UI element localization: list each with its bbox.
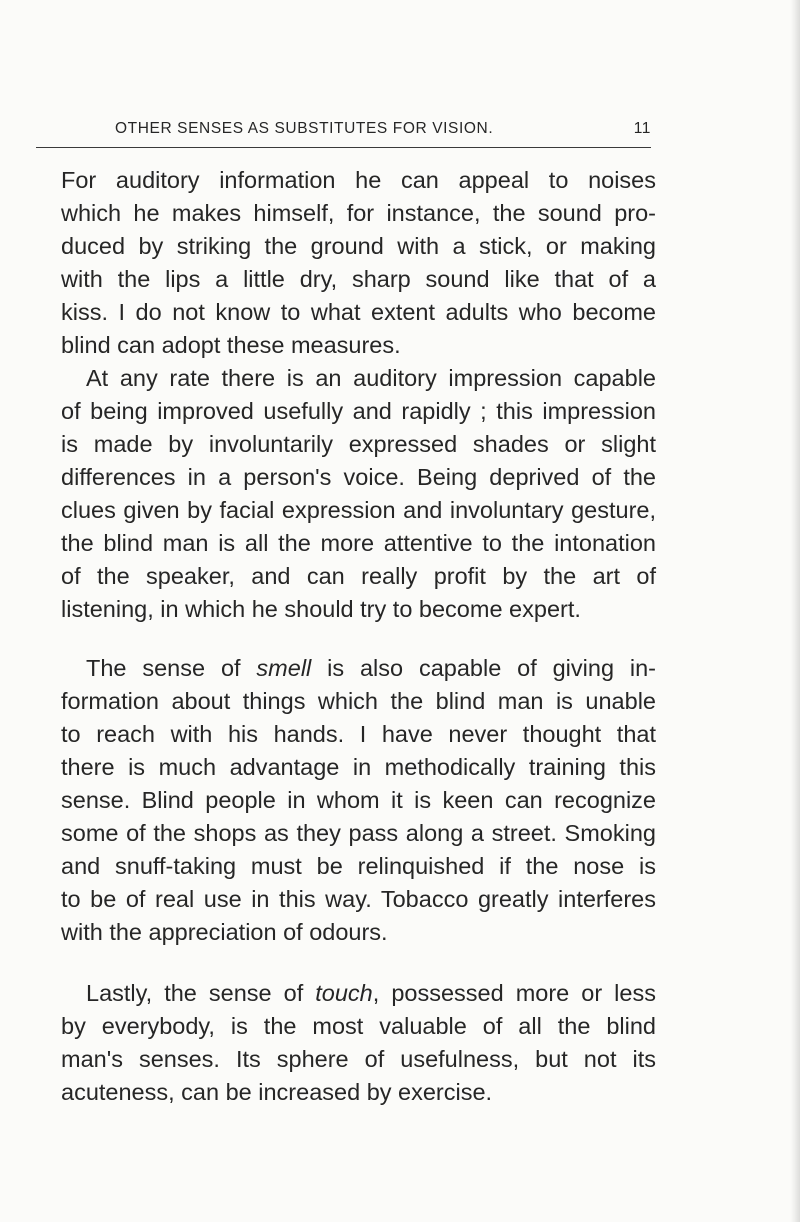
running-title: OTHER SENSES AS SUBSTITUTES FOR VISION. <box>115 120 494 137</box>
text-line: acuteness, can be increased by exercise. <box>61 1079 493 1105</box>
text-line: of being improved usefully and rapidly ; this impression <box>61 398 656 424</box>
text-segment: , possessed more or less <box>372 980 656 1006</box>
emphasis-smell: smell <box>256 655 312 681</box>
text-line: there is much advantage in methodically training this <box>61 754 656 780</box>
paragraph-smell <box>61 652 656 949</box>
text-line: to be of real use in this way. Tobacco greatly interferes <box>61 886 656 912</box>
text-line: by everybody, is the most valuable of all the blind <box>61 1013 656 1039</box>
emphasis-touch: touch <box>315 980 373 1006</box>
text-line: blind can adopt these measures. <box>61 332 401 358</box>
text-line <box>61 652 656 685</box>
text-line: some of the shops as they pass along a street. Smoking <box>61 820 656 846</box>
text-line: the blind man is all the more attentive to the intonation <box>61 530 656 556</box>
text-line: man's senses. Its sphere of usefulness, but not its <box>61 1046 656 1072</box>
text-segment: is also capable of giving in- <box>311 655 656 681</box>
text-line: is made by involuntarily expressed shades or slight <box>61 431 656 457</box>
text-line <box>61 977 656 1010</box>
paragraph-auditory-noises <box>61 164 656 362</box>
text-line: At any rate there is an auditory impression capable <box>86 365 656 391</box>
text-line: and snuff-taking must be relinquished if the nose is <box>61 853 656 879</box>
text-line: which he makes himself, for instance, the sound pro- <box>61 200 656 226</box>
text-line: sense. Blind people in whom it is keen can recognize <box>61 787 656 813</box>
text-line: of the speaker, and can really profit by the art of <box>61 563 656 589</box>
text-line: differences in a person's voice. Being deprived of the <box>61 464 656 490</box>
text-line: with the lips a little dry, sharp sound like that of a <box>61 266 656 292</box>
text-line: with the appreciation of odours. <box>61 919 388 945</box>
text-line: listening, in which he should try to become expert. <box>61 596 581 622</box>
header-rule <box>36 147 651 148</box>
page-edge-shadow <box>790 0 800 1222</box>
paragraph-auditory-impression <box>61 362 656 626</box>
text-line: For auditory information he can appeal to noises <box>61 167 656 193</box>
text-segment: Lastly, the sense of <box>86 980 316 1006</box>
body-text <box>61 164 656 1109</box>
text-line: to reach with his hands. I have never thought that <box>61 721 656 747</box>
text-line: duced by striking the ground with a stick, or making <box>61 233 656 259</box>
paragraph-touch <box>61 977 656 1109</box>
text-line: kiss. I do not know to what extent adults who become <box>61 299 656 325</box>
text-line: clues given by facial expression and involuntary gesture, <box>61 497 656 523</box>
running-head <box>98 116 651 142</box>
text-line: formation about things which the blind man is unable <box>61 688 656 714</box>
page-number: 11 <box>633 120 651 137</box>
text-segment: The sense of <box>86 655 257 681</box>
